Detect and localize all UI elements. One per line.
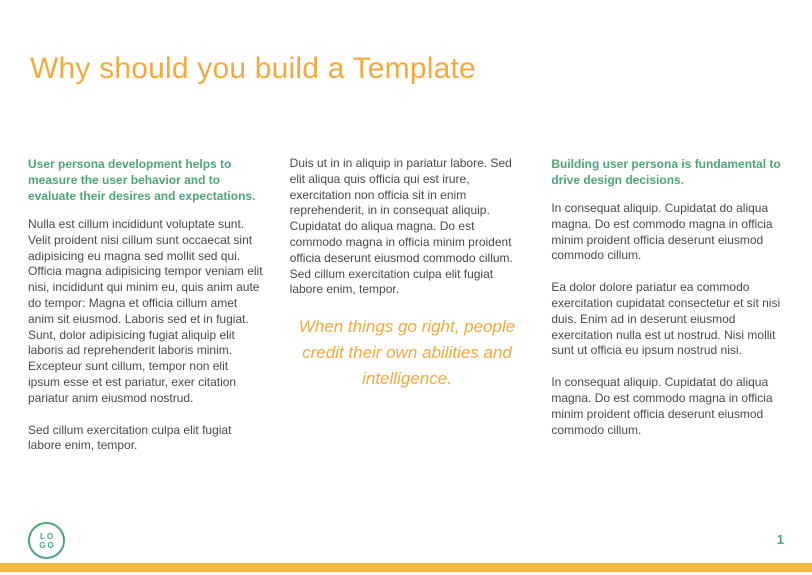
left-column — [28, 156, 263, 470]
right-column-paragraph: In consequat aliquip. Cupidatat do aliqua magna. Do est commodo magna in officia minim proident officia deserunt eiusmod commodo cillum. — [551, 375, 773, 437]
right-column-paragraph: In consequat aliquip. Cupidatat do aliqua magna. Do est commodo magna in officia minim proident officia deserunt eiusmod commodo cillum. — [551, 201, 773, 263]
page-number: 1 — [776, 532, 784, 547]
page-title: Why should you build a Template — [30, 52, 476, 85]
logo-text-bottom: GO — [39, 540, 56, 550]
logo-icon — [28, 522, 65, 559]
pull-quote: When things go right, people credit their own abilities and intelligence. — [298, 317, 516, 389]
right-column-heading: Building user persona is fundamental to drive design decisions. — [551, 157, 781, 187]
footer-bar — [0, 563, 812, 572]
left-column-paragraph: Sed cillum exercitation culpa elit fugiat labore enim, tempor. — [28, 422, 232, 453]
middle-column — [290, 156, 525, 470]
right-column — [551, 156, 786, 470]
right-column-paragraph: Ea dolor dolore pariatur ea commodo exercitation cupidatat consectetur et sit nisi duis. Enim ad in deserunt eiusmod exercitation nulla est ut nostrud. Nisi mollit sunt ut officia eu ipsum nostrud nisi. — [551, 280, 781, 358]
content-columns — [28, 156, 786, 470]
left-column-heading: User persona development helps to measure the user behavior and to evaluate their desires and expectations. — [28, 157, 256, 203]
middle-column-paragraph: Duis ut in in aliquip in pariatur labore. Sed elit aliqua quis officia qui est irure, exercitation non officia sit in enim reprehenderit, in in consequat aliquip. Cupidatat do aliqua magna. Do est commodo magna in officia minim proident officia deserunt eiusmod commodo cillum. Sed cillum exercitation culpa elit fugiat labore enim, tempor. — [289, 156, 513, 297]
left-column-paragraph: Nulla est cillum incididunt voluptate sunt. Velit proident nisi cillum sunt occaecat sint adipisicing eu magna sed mollit sed qui. Officia magna adipisicing tempor veniam elit nisi, incididunt qui minim eu, quis anim aute do tempor: Magna et officia cillum amet anim sit eiusmod. Laboris sed et in fugiat. Sunt, dolor adipisicing fugiat aliquip elit laboris ad reprehenderit laboris minim. Excepteur sunt cillum, tempor non elit ipsum esse et est pariatur, exer citation pariatur anim eiusmod nostrud. — [28, 217, 263, 405]
logo-text-top: LO — [39, 531, 56, 541]
